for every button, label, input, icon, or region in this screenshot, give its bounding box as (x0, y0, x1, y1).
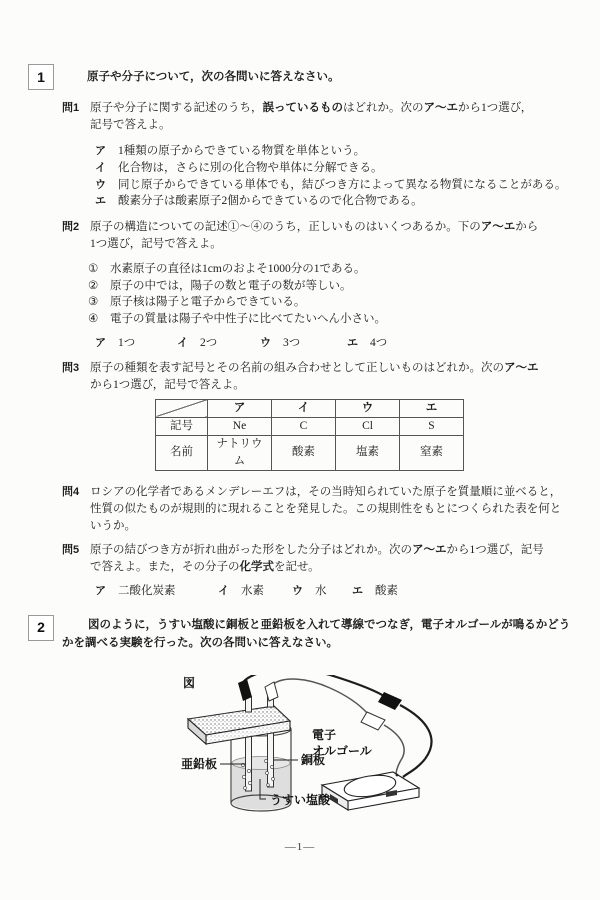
choice-text: 1つ (118, 336, 136, 349)
choice-row (95, 160, 600, 177)
statement-row (88, 261, 600, 278)
choice-text: 3つ (283, 336, 301, 349)
answer-option (95, 335, 177, 352)
section-2-header (0, 615, 600, 659)
copper-plate-label: 銅板 (301, 752, 326, 767)
section-2-number-box (28, 615, 54, 641)
table-row-name (156, 435, 464, 470)
question-1-choices (0, 143, 600, 210)
question-2 (62, 219, 600, 236)
section-2-intro-line1: 図のように，うすい塩酸に銅板と亜鉛板を入れて導線でつなぎ，電子オルゴールが鳴るかどう (88, 618, 571, 631)
answer-option (260, 335, 347, 352)
statement-marker: ③ (88, 296, 99, 309)
statement-text: 原子の中では，陽子の数と電子の数が等しい。 (110, 279, 352, 292)
table-header-cell: エ (400, 399, 464, 417)
question-1 (62, 100, 600, 117)
statement-text: 水素原子の直径は1cmのおよそ1000分の1である。 (110, 263, 366, 276)
choice-text: 二酸化炭素 (118, 584, 176, 597)
clip-white-right (265, 682, 278, 701)
choice-text: 同じ原子からできている単体でも，結びつき方によって異なる物質になることがある。 (118, 178, 567, 191)
statement-marker: ② (88, 279, 99, 292)
statement-text: 電子の質量は陽子や中性子に比べてたいへん小さい。 (110, 312, 386, 325)
answer-option (292, 583, 352, 600)
table-cell: S (400, 417, 464, 435)
choice-text: 酸素分子は酸素原子2個からできているので化合物である。 (118, 195, 423, 208)
question-5-label: 問5 (62, 543, 80, 556)
table-header-cell: イ (272, 399, 336, 417)
answer-option (95, 583, 218, 600)
table-row-label: 名前 (156, 435, 208, 470)
clip-white-mid (361, 712, 385, 730)
experiment-figure (150, 675, 490, 843)
choice-marker: イ (95, 161, 106, 174)
section-1-title: 原子や分子について，次の各問いに答えなさい。 (87, 70, 340, 83)
question-3-text: 原子の種類を表す記号とその名前の組み合わせとして正しいものはどれか。次のア～エ (90, 361, 539, 374)
answer-option (347, 335, 387, 352)
choice-text: 水 (315, 584, 327, 597)
board-lid (188, 706, 290, 744)
choice-marker: ウ (292, 584, 303, 597)
question-5 (62, 542, 600, 559)
table-header-cell: ウ (336, 399, 400, 417)
statement-row (88, 278, 600, 295)
page-number: —1— (284, 841, 316, 853)
table-cell: 塩素 (336, 435, 400, 470)
table-cell: 酸素 (272, 435, 336, 470)
choice-marker: ウ (95, 178, 106, 191)
zinc-plate-label: 亜鉛板 (181, 756, 218, 771)
question-3-text-line2: から1つ選び，記号で答えよ。 (90, 378, 245, 391)
table-header-row (156, 399, 464, 417)
choice-marker: エ (347, 336, 358, 349)
question-2-answer-options (95, 335, 600, 352)
table-corner-cell (156, 399, 208, 417)
choice-row (95, 177, 600, 194)
answer-option (177, 335, 260, 352)
answer-option (352, 583, 398, 600)
choice-text: 水素 (241, 584, 264, 597)
section-1-header (28, 64, 600, 90)
question-2-statements (0, 261, 600, 327)
choice-marker: エ (95, 195, 106, 208)
question-4-label: 問4 (62, 485, 80, 498)
choice-marker: ア (95, 145, 106, 157)
music-box (322, 772, 419, 810)
figure-label: 図 (183, 675, 196, 690)
question-5-choices (95, 583, 600, 600)
table-cell: ナトリウム (208, 435, 272, 470)
table-header-cell: ア (208, 399, 272, 417)
choice-text: 1種類の原子からできている物質を単体という。 (118, 145, 366, 157)
choice-marker: イ (218, 584, 229, 597)
question-2-label: 問2 (62, 221, 80, 234)
answer-option (218, 583, 292, 600)
table-cell: Ne (208, 417, 272, 435)
question-3 (62, 360, 600, 377)
question-4-text-line2: 性質の似たものが規則的に現れることを発見した。この規則性をもとにつくられた表を何と (90, 502, 562, 515)
choice-row (95, 143, 600, 160)
statement-text: 原子核は陽子と電子からできている。 (110, 296, 306, 309)
choice-marker: ア (95, 584, 106, 597)
section-1-number-box (28, 64, 54, 90)
clip-black-left (238, 679, 252, 701)
choice-text: 4つ (370, 336, 388, 349)
musicbox-label-line1: 電子 (312, 727, 337, 742)
question-5-text: 原子の結びつき方が折れ曲がった形をした分子はどれか。次のア～エから1つ選び，記号 (90, 543, 544, 556)
statement-row (88, 311, 600, 328)
table-row-label: 記号 (156, 417, 208, 435)
question-3-label: 問3 (62, 361, 80, 374)
choice-marker: イ (177, 336, 188, 349)
choice-text: 化合物は，さらに別の化合物や単体に分解できる。 (118, 161, 383, 174)
table-row-symbol (156, 417, 464, 435)
section-2-intro-line2: かを調べる実験を行った。次の各問いに答えなさい。 (62, 636, 338, 649)
question-4-text: ロシアの化学者であるメンデレーエフは，その当時知られていた原子を質量順に並べると， (90, 485, 562, 498)
choice-marker: エ (352, 584, 363, 597)
choice-marker: ア (95, 336, 106, 349)
statement-marker: ① (88, 263, 99, 276)
element-symbol-table (155, 399, 464, 471)
question-1-text: 原子や分子に関する記述のうち，誤っているものはどれか。次のア～エから1つ選び， (90, 102, 533, 114)
question-5-text-line2: で答えよ。また，その分子の化学式を記せ。 (90, 560, 320, 573)
table-cell: 窒素 (400, 435, 464, 470)
choice-marker: ウ (260, 336, 271, 349)
statement-marker: ④ (88, 312, 99, 325)
question-2-text: 原子の構造についての記述①～④のうち，正しいものはいくつあるか。下のア～エから (90, 221, 539, 234)
acid-label: うすい塩酸 (270, 792, 331, 807)
question-1-text-line2: 記号で答えよ。 (90, 119, 171, 131)
question-1-label: 問1 (62, 102, 80, 114)
choice-row (95, 193, 600, 210)
question-2-text-line2: 1つ選び，記号で答えよ。 (90, 238, 222, 251)
musicbox-label-line2: オルゴール (312, 743, 372, 758)
question-4 (62, 484, 600, 501)
statement-row (88, 294, 600, 311)
choice-text: 2つ (200, 336, 218, 349)
table-cell: Cl (336, 417, 400, 435)
section-2-number: 2 (37, 619, 45, 636)
choice-text: 酸素 (375, 584, 398, 597)
table-cell: C (272, 417, 336, 435)
section-1-number: 1 (37, 68, 45, 85)
question-4-text-line3: いうか。 (90, 519, 136, 532)
